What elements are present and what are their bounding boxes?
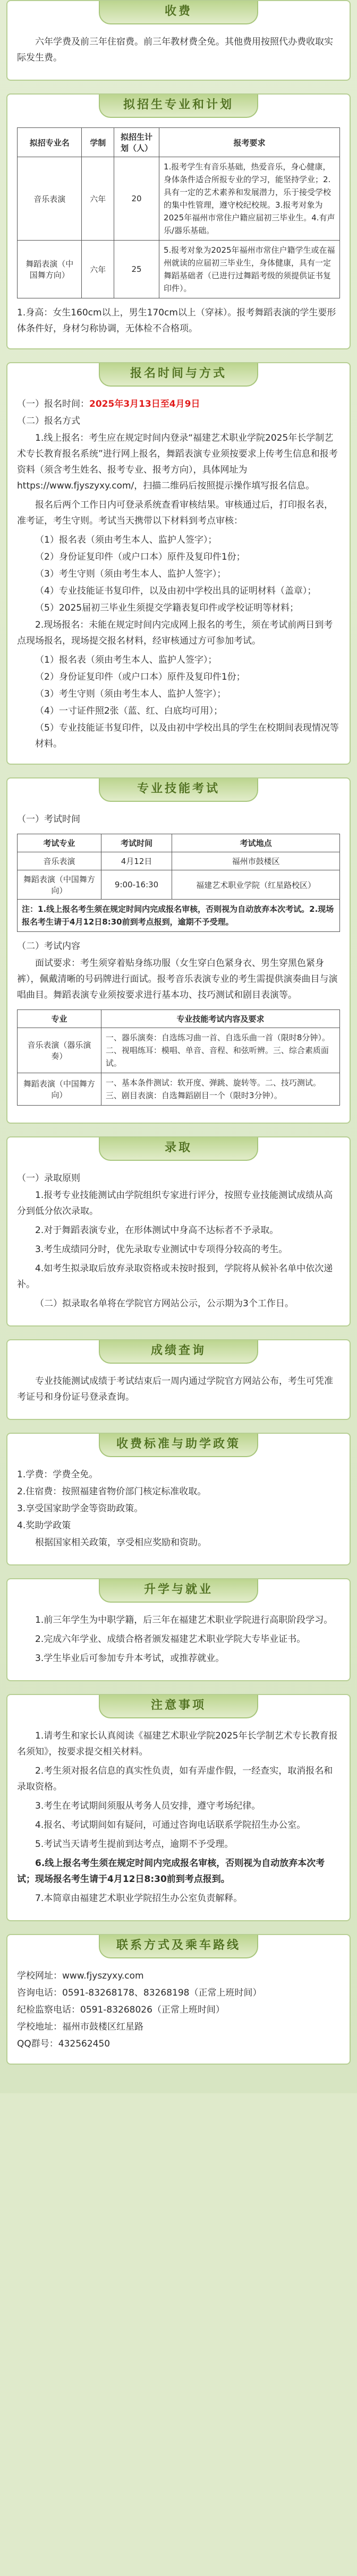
exam-header-time: 考试时间	[101, 834, 172, 852]
major-name: 舞蹈表演（中国舞方向）	[18, 241, 82, 298]
table-row	[18, 157, 340, 241]
list-item: （3）考生守则（须由考生本人、监护人签字）；	[35, 569, 226, 579]
list-item: 报名后两个工作日内可登录系统查看审核结果。审核通过后，打印报名表，准考证，考生守则。考试当天携带以下材料到考点审核：	[17, 500, 333, 526]
exam-header-major: 考试专业	[18, 834, 101, 852]
list-item: 4.报名、考试期间如有疑问，可通过咨询电话联系学院招生办公室。	[35, 1820, 306, 1830]
result-text: 专业技能测试成绩于考试结束后一周内通过学院官方网站公布，考生可凭准考证号和身份证号登录查询。	[17, 1376, 333, 1402]
list-item: （4）一寸证件照2张（蓝、红、白底均可用）；	[35, 706, 223, 716]
list-item: （2）身份证复印件（或户口本）原件及复印件1份；	[35, 552, 245, 562]
list-item: 4.奖助学政策	[17, 1520, 71, 1531]
list-item: （2）身份证复印件（或户口本）原件及复印件1份；	[35, 672, 245, 682]
exam-header-place: 考试地点	[172, 834, 340, 852]
contact-card	[6, 1934, 351, 2065]
list-item: （一）录取原则	[17, 1173, 80, 1184]
list-item: （二）拟录取名单将在学院官方网站公示，公示期为3个工作日。	[35, 1298, 294, 1309]
exam-place: 福州市鼓楼区	[172, 852, 340, 870]
list-item: 6.线上报名考生须在规定时间内完成报名审核，否则视为自动放弃本次考试；现场报名考生请于4月12日8:30前到考点报到。	[17, 1858, 325, 1885]
upgrade-card	[6, 1578, 351, 1681]
upgrade-title: 升学与就业	[99, 1579, 258, 1603]
list-item: 3.考生在考试期间须服从考务人员安排，遵守考场纪律。	[35, 1801, 261, 1811]
table-row	[18, 1028, 340, 1073]
exam-sub1: （一）考试时间	[17, 814, 80, 825]
contact-website[interactable]: 学校网址：www.fjyszyxy.com	[17, 1971, 144, 1981]
exam-place: 福建艺术职业学院（红星路校区）	[172, 870, 340, 900]
majors-header-name: 拟招专业名	[18, 128, 82, 157]
contact-address: 学校地址：福州市鼓楼区红星路	[17, 2022, 143, 2032]
major-years: 六年	[82, 157, 114, 241]
majors-header-req: 报考要求	[159, 128, 340, 157]
majors-header-years: 学制	[82, 128, 114, 157]
list-item: （3）考生守则（须由考生本人、监护人签字）；	[35, 689, 226, 699]
list-item: 5.考试当天请考生提前到达考点，逾期不予受理。	[35, 1839, 234, 1850]
detail-header-major: 专业	[18, 1010, 101, 1028]
list-item: 1.请考生和家长认真阅读《福建艺术职业学院2025年长学制艺术专长教育报名须知》，按要求提交相关材料。	[17, 1731, 338, 1757]
fees-card	[6, 0, 351, 81]
list-item: 2.住宿费：按照福建省物价部门核定标准收取。	[17, 1486, 207, 1497]
fees-title: 收费	[99, 1, 258, 24]
contact-supervise: 纪检监察电话：0591-83268026（正常上班时间）	[17, 2005, 225, 2015]
notice-card	[6, 1694, 351, 1921]
list-item: 2.现场报名：未能在规定时间内完成网上报名的考生，须在考试前两日到考点现场报名，现场提交报名材料，经审核通过方可参加考试。	[17, 620, 333, 646]
exam-time: 4月12日	[101, 852, 172, 870]
list-item: （5）2025届初三毕业生须提交学籍表复印件或学校证明等材料；	[35, 603, 299, 613]
admit-title: 录取	[99, 1137, 258, 1161]
signup-card	[6, 362, 351, 765]
major-req: 1.报考学生有音乐基础，热爱音乐，身心健康，身体条件适合所报专业的学习，能坚持学业；2.具有一定的艺术素养和发展潜力，乐于接受学校的集中性管理，遵守校纪校规。3.报考对象为2025年福州市常住户籍应届初三毕业生。4.有声乐/器乐基础。	[159, 157, 340, 241]
exam-time-table	[17, 834, 340, 932]
list-item: 2.完成六年学业、成绩合格者颁发福建艺术职业学院大专毕业证书。	[35, 1634, 306, 1645]
list-item: 1.线上报名：考生应在规定时间内登录“福建艺术职业学院2025年长学制艺术专长教育报名系统”进行网上报名，舞蹈表演专业须按要求上传考生信息和报考资料（须含考生姓名、报考专业、报考方向），具体网址为https://www.fjyszyxy.com/，扫描二维码后按照提示操作填写报名信息。	[17, 433, 338, 491]
exam-card	[6, 777, 351, 1124]
list-item: （1）报名表（须由考生本人、监护人签字）；	[35, 655, 217, 665]
majors-table	[17, 127, 340, 298]
table-row	[18, 852, 340, 870]
exam-detail-table	[17, 1009, 340, 1106]
aid-card	[6, 1433, 351, 1565]
exam-major: 舞蹈表演（中国舞方向）	[18, 870, 101, 900]
list-item: 1.前三年学生为中职学籍，后三年在福建艺术职业学院进行高职阶段学习。	[35, 1615, 333, 1625]
major-req: 5.报考对象为2025年福州市常住户籍学生或在福州就读的应届初三毕业生，身体健康，具有一定舞蹈基础者（已进行过舞蹈考级的须提供证书复印件）。	[159, 241, 340, 298]
major-plan: 20	[114, 157, 159, 241]
detail-req: 一、基本条件测试：软开度、弹跳、旋转等。二、技巧测试。三、剧目表演：自选舞蹈剧目一个（限时3分钟）。	[101, 1073, 339, 1106]
exam-time: 9:00-16:30	[101, 870, 172, 900]
signup-title: 报名时间与方式	[99, 363, 258, 387]
contact-title: 联系方式及乘车路线	[99, 1935, 258, 1958]
major-plan: 25	[114, 241, 159, 298]
list-item: 根据国家相关政策，享受相应奖励和资助。	[35, 1537, 207, 1548]
list-item: 3.学生毕业后可参加专升本考试，或推荐就业。	[35, 1653, 225, 1664]
table-row	[18, 241, 340, 298]
list-item: （4）专业技能证书复印件，以及由初中学校出具的证明材料（盖章）；	[35, 586, 317, 596]
signup-time-label: （一）报名时间：	[17, 399, 89, 409]
table-row	[18, 870, 340, 900]
exam-content: 面试要求：考生须穿着贴身练功服（女生穿白色紧身衣、男生穿黑色紧身裤），佩戴清晰的号码牌进行面试。报考音乐表演专业的考生需提供演奏曲目与演唱曲目。舞蹈表演专业须按要求进行基本功、技巧测试和剧目表演等。	[17, 958, 338, 1000]
detail-major: 音乐表演（器乐演奏）	[18, 1028, 101, 1073]
contact-qq: QQ群号：432562450	[17, 2039, 110, 2049]
list-item: 4.如考生拟录取后放弃录取资格或未按时报到，学院将从候补名单中依次递补。	[17, 1263, 333, 1290]
contact-phone: 咨询电话：0591-83268178、83268198（正常上班时间）	[17, 1988, 262, 1998]
majors-card	[6, 93, 351, 349]
list-item: （5）专业技能证书复印件，以及由初中学校出具的学生在校期间表现情况等材料。	[35, 723, 339, 749]
table-row	[18, 1073, 340, 1106]
fees-text: 六年学费及前三年住宿费。前三年教材费全免。其他费用按照代办费收取实际发生费。	[17, 37, 333, 63]
majors-title: 拟招生专业和计划	[99, 95, 258, 118]
list-item: 7.本简章由福建艺术职业学院招生办公室负责解释。	[35, 1893, 243, 1904]
majors-note: 1.身高：女生160cm以上，男生170cm以上（穿袜）。报考舞蹈表演的学生要形体条件好，身材匀称协调，无体检不合格项。	[17, 307, 336, 334]
list-item: 1.报考专业技能测试由学院组织专家进行评分，按照专业技能测试成绩从高分到低分依次录取。	[17, 1190, 333, 1217]
list-item: 3.享受国家助学金等资助政策。	[17, 1503, 143, 1514]
major-years: 六年	[82, 241, 114, 298]
exam-title: 专业技能考试	[99, 778, 258, 802]
detail-req: 一、器乐演奏：自选练习曲一首、自选乐曲一首（限时8分钟）。二、视唱练耳：模唱、单音、音程、和弦听辨。三、综合素质面试。	[101, 1028, 339, 1073]
admit-card	[6, 1136, 351, 1326]
majors-header-plan: 拟招生计划（人）	[114, 128, 159, 157]
major-name: 音乐表演	[18, 157, 82, 241]
exam-sub2: （二）考试内容	[17, 941, 80, 952]
aid-title: 收费标准与助学政策	[99, 1434, 258, 1457]
list-item: （1）报名表（须由考生本人、监护人签字）；	[35, 535, 217, 545]
exam-table-note: 注：1.线上报名考生须在规定时间内完成报名审核，否则视为自动放弃本次考试。2.现场报名考生请于4月12日8:30前到考点报到，逾期不予受理。	[18, 900, 340, 932]
result-title: 成绩查询	[99, 1340, 258, 1364]
list-item: 3.考生成绩同分时，优先录取专业测试中专项得分较高的考生。	[35, 1244, 288, 1255]
list-item: 1.学费：学费全免。	[17, 1469, 98, 1480]
exam-major: 音乐表演	[18, 852, 101, 870]
list-item: 2.对于舞蹈表演专业，在形体测试中身高不达标者不予录取。	[35, 1225, 279, 1236]
signup-list	[17, 430, 340, 752]
list-item: 2.考生须对报名信息的真实性负责，如有弄虚作假，一经查实，取消报名和录取资格。	[17, 1766, 333, 1792]
signup-time-value: 2025年3月13日至4月9日	[89, 399, 200, 409]
signup-way-label: （二）报名方式	[17, 416, 80, 426]
notice-title: 注意事项	[99, 1695, 258, 1718]
result-card	[6, 1339, 351, 1420]
detail-header-req: 专业技能考试内容及要求	[101, 1010, 339, 1028]
detail-major: 舞蹈表演（中国舞方向）	[18, 1073, 101, 1106]
